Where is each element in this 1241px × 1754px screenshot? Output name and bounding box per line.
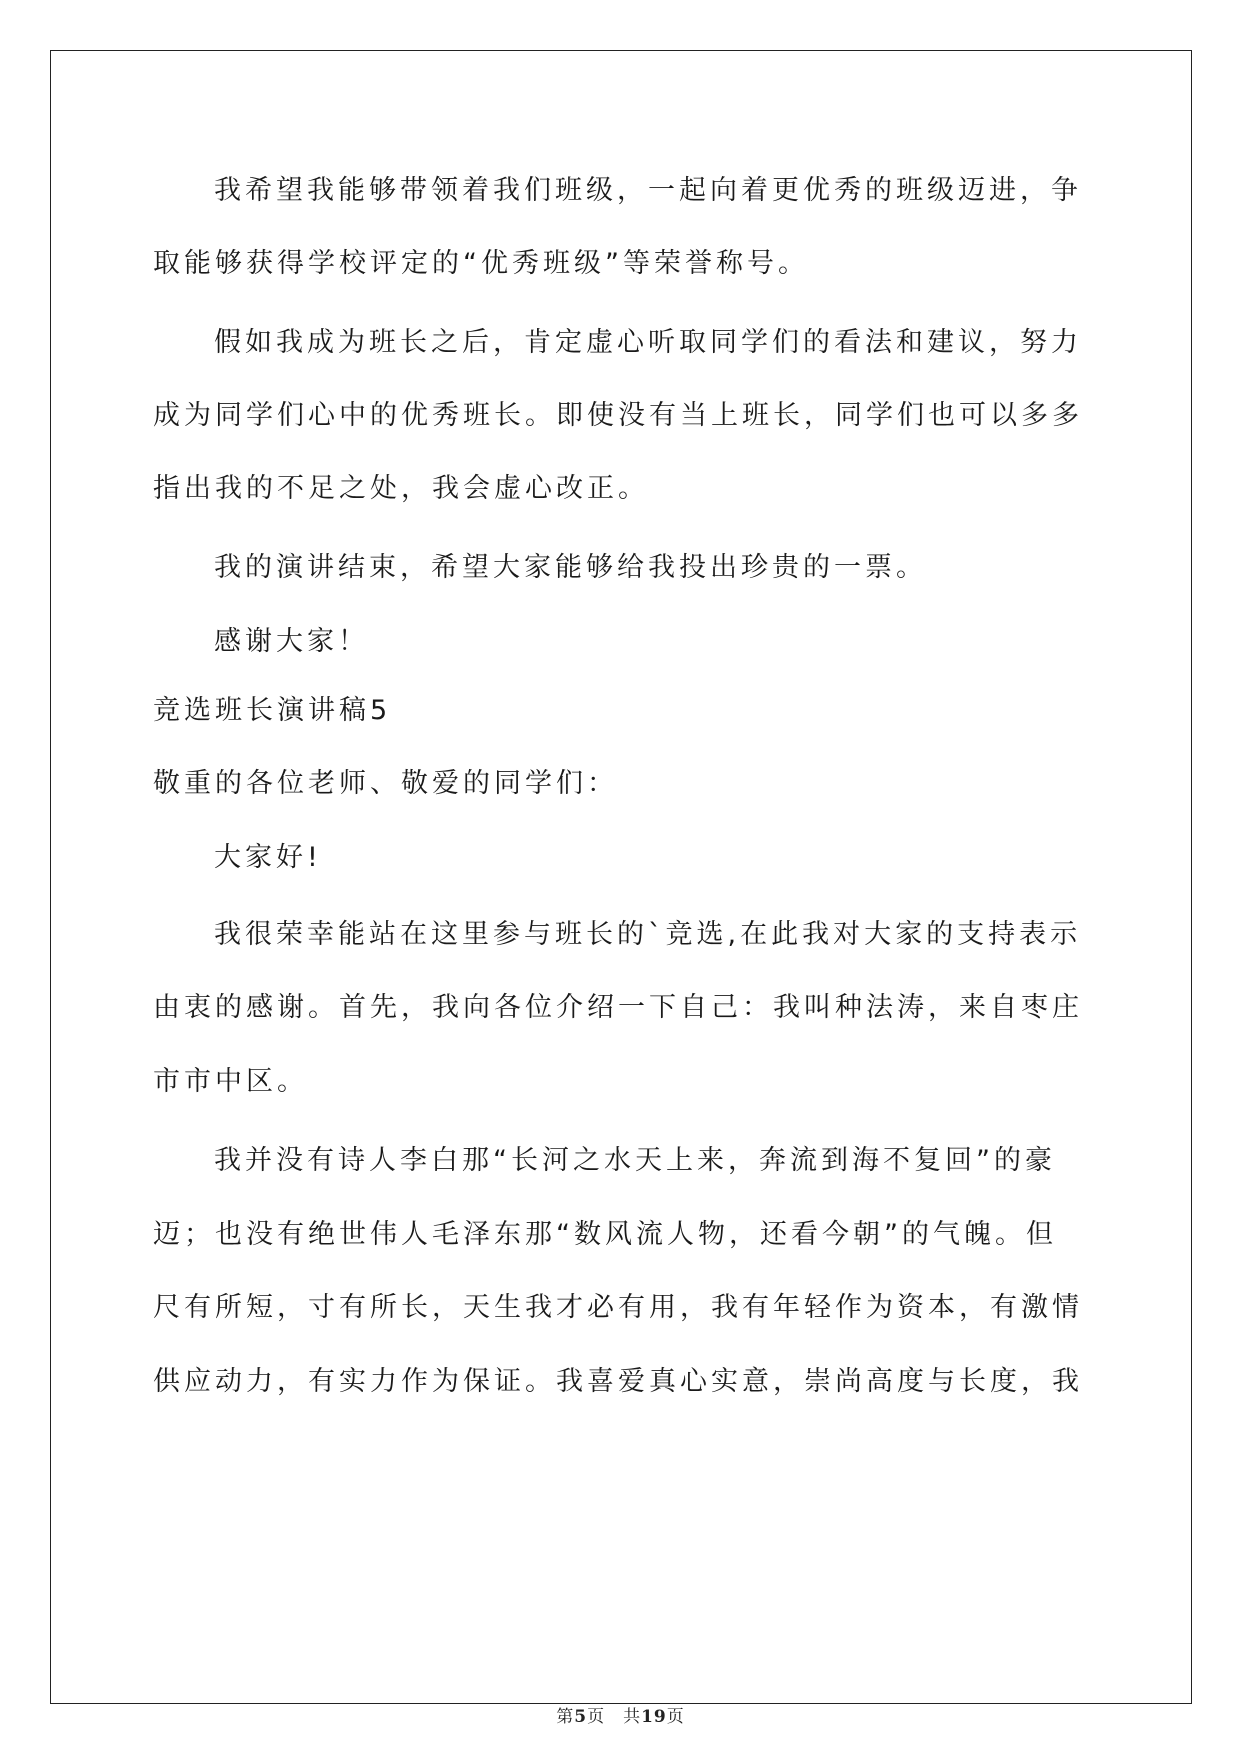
page-footer [0,1705,1241,1729]
paragraph-line: 指出我的不足之处，我会虚心改正。 [153,473,649,504]
total-prefix: 共 [623,1707,642,1727]
paragraph-line: 取能够获得学校评定的“优秀班级”等荣誉称号。 [153,248,809,279]
paragraph-line: 成为同学们心中的优秀班长。即使没有当上班长，同学们也可以多多 [153,400,1083,431]
paragraph-line: 我很荣幸能站在这里参与班长的`竞选,在此我对大家的支持表示 [214,919,1082,950]
paragraph-line: 我希望我能够带领着我们班级，一起向着更优秀的班级迈进，争 [214,175,1082,206]
paragraph-line: 我并没有诗人李白那“长河之水天上来，奔流到海不复回”的豪 [214,1145,1056,1176]
paragraph-line: 迈；也没有绝世伟人毛泽东那“数风流人物，还看今朝”的气魄。但 [153,1219,1057,1250]
page-border [50,50,1192,1704]
greeting-line: 大家好! [214,842,322,873]
page-number: 5 [574,1707,588,1727]
paragraph-line: 尺有所短，寸有所长，天生我才必有用，我有年轻作为资本，有激情 [153,1292,1083,1323]
paragraph-line: 感谢大家！ [214,626,369,657]
total-suffix: 页 [666,1707,685,1727]
paragraph-line: 由衷的感谢。首先，我向各位介绍一下自己：我叫种法涛，来自枣庄 [153,992,1083,1023]
salutation-line: 敬重的各位老师、敬爱的同学们： [153,768,618,799]
page-suffix: 页 [587,1707,606,1727]
total-pages: 19 [641,1707,667,1727]
section-heading: 竞选班长演讲稿5 [153,695,392,726]
paragraph-line: 供应动力，有实力作为保证。我喜爱真心实意，崇尚高度与长度，我 [153,1366,1083,1397]
paragraph-line: 市市中区。 [153,1066,308,1097]
page-prefix: 第 [556,1707,575,1727]
paragraph-line: 假如我成为班长之后，肯定虚心听取同学们的看法和建议，努力 [214,327,1082,358]
paragraph-line: 我的演讲结束，希望大家能够给我投出珍贵的一票。 [214,552,927,583]
